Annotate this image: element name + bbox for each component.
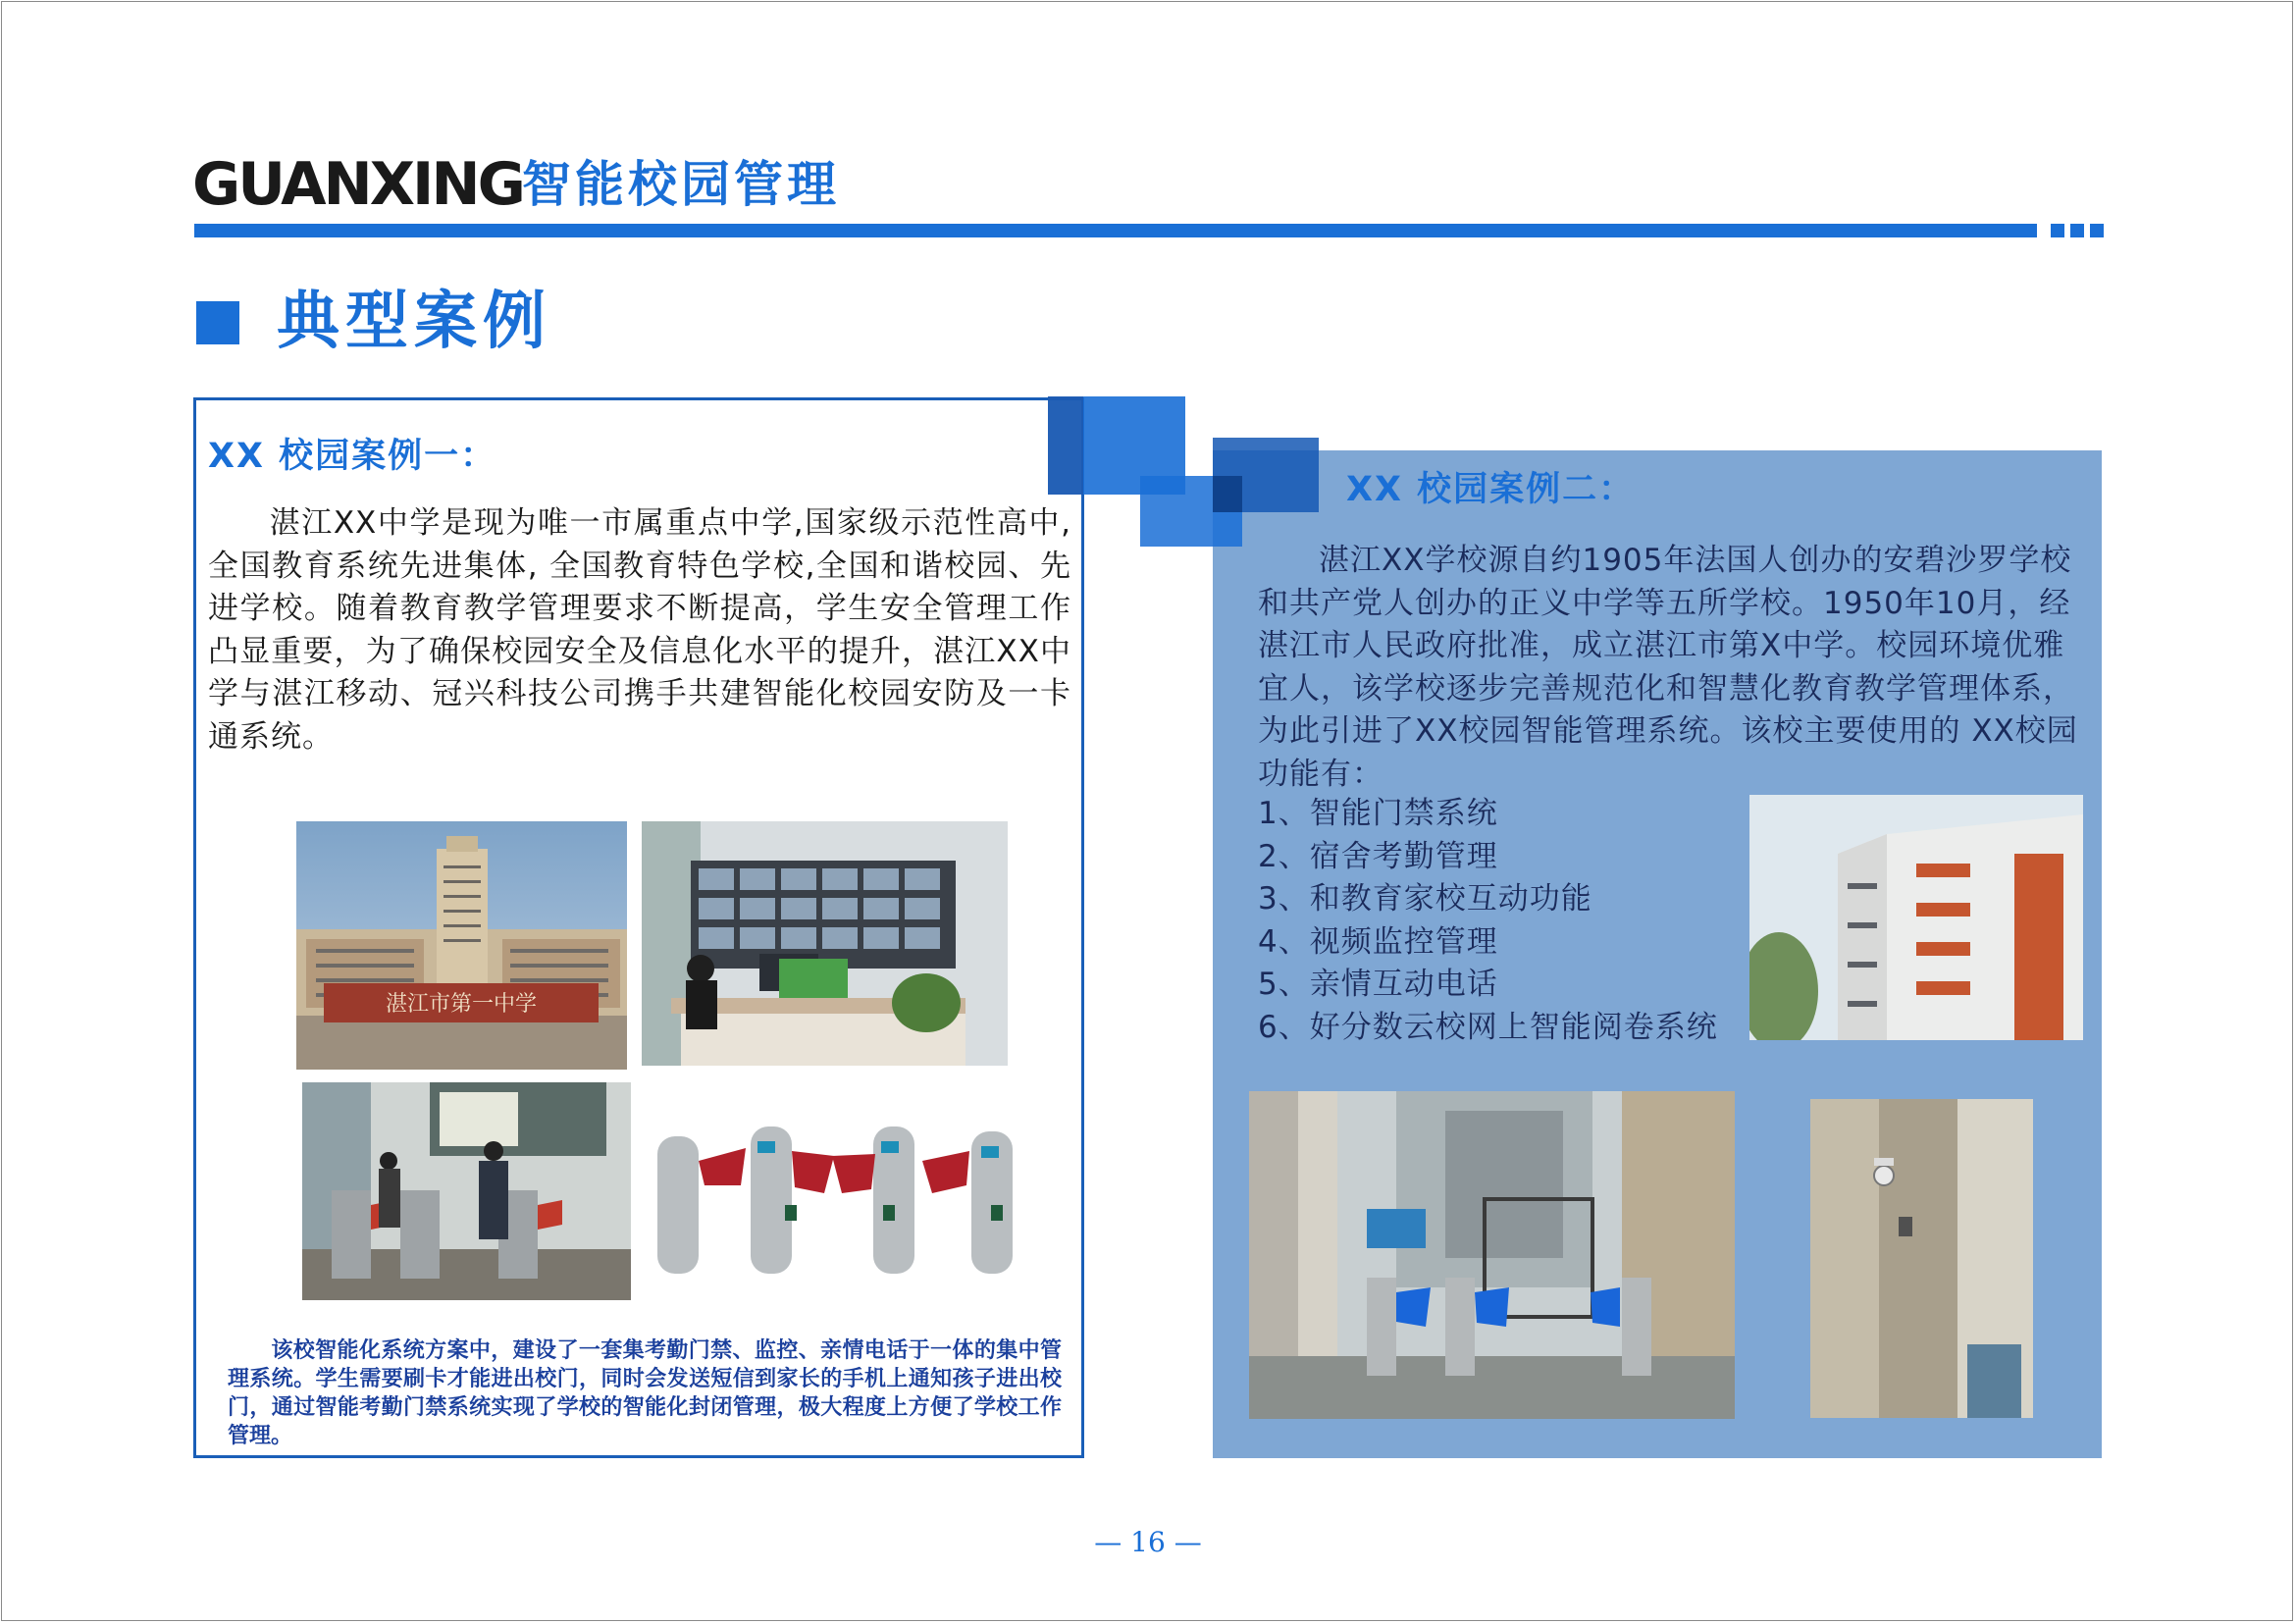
decor-square (1213, 476, 1242, 512)
decor-square (1048, 396, 1083, 495)
feature-item: 2、宿舍考勤管理 (1258, 838, 1498, 874)
turnstile-gates-photo (648, 1107, 1030, 1293)
feature-item: 3、和教育家校互动功能 (1258, 881, 1592, 917)
feature-item: 5、亲情互动电话 (1258, 967, 1498, 1003)
gate-sign-text: 湛江市第一中学 (385, 992, 538, 1017)
header-subtitle: 智能校园管理 (522, 156, 840, 213)
case2-body-text: 湛江XX学校源自约1905年法国人创办的安碧沙罗学校和共产党人创办的正义中学等五所学校。1950年10月，经湛江市人民政府批准，成立湛江市第X中学。校园环境优雅宜人，该学校逐步完善规范化和智慧化教育教学管理体系，为此引进了XX校园智能管理系统。该校主要使用的 XX校园功能有： (1258, 543, 2078, 792)
school-building-photo (1749, 795, 2083, 1040)
header-dot (2051, 224, 2064, 237)
monitoring-room-photo (642, 821, 1008, 1066)
header-dot (2070, 224, 2084, 237)
camera-wall-photo (1810, 1099, 2033, 1418)
school-gate-turnstile-photo (1249, 1091, 1735, 1419)
feature-item: 1、智能门禁系统 (1258, 796, 1498, 831)
case2-feature-list (1258, 793, 1718, 1050)
page-number: — 16 — (1094, 1526, 1202, 1558)
header-dot (2090, 224, 2104, 237)
section-square-icon (196, 301, 239, 344)
case2-title: XX 校园案例二： (1346, 470, 1636, 509)
case1-caption-text: 该校智能化系统方案中，建设了一套集考勤门禁、监控、亲情电话于一体的集中管理系统。学生需要刷卡才能进出校门，同时会发送短信到家长的手机上通知孩子进出校门，通过智能考勤门禁系统实现了学校的智能化封闭管理，极大程度上方便了学校工作管理。 (228, 1338, 1062, 1448)
feature-item: 6、好分数云校网上智能阅卷系统 (1258, 1009, 1718, 1045)
brand-logo-text: GUANXING (192, 150, 523, 219)
case1-body (208, 502, 1071, 760)
school-campus-photo (296, 821, 627, 1070)
campus-gate-entrance-photo (302, 1082, 631, 1300)
case2-body (1258, 540, 2082, 797)
case1-body-text: 湛江XX中学是现为唯一市属重点中学,国家级示范性高中,全国教育系统先进集体, 全国教育特色学校,全国和谐校园、先进学校。随着教育教学管理要求不断提高，学生安全管理工作凸显重要，为了确保校园安全及信息化水平的提升，湛江XX中学与湛江移动、冠兴科技公司携手共建智能化校园安防及一卡通系统。 (208, 505, 1071, 755)
case1-title: XX 校园案例一： (208, 437, 497, 476)
header-rule (194, 224, 2037, 237)
section-title: 典型案例 (277, 286, 551, 358)
feature-item: 4、视频监控管理 (1258, 923, 1498, 960)
case1-caption (228, 1336, 1062, 1450)
